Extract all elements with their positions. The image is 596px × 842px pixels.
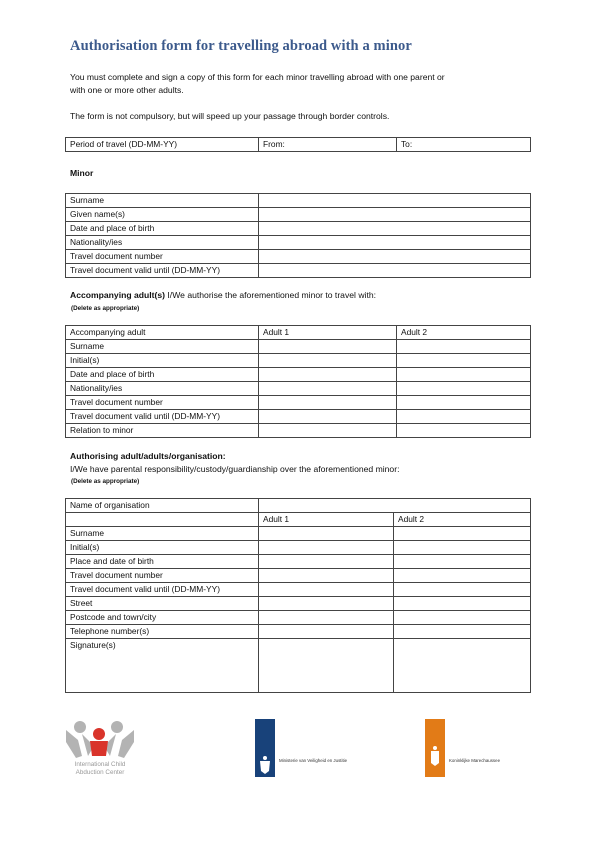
row-label: Relation to minor: [66, 424, 259, 438]
table-row: [66, 527, 531, 541]
table-row: [66, 625, 531, 639]
accompanying-note: (Delete as appropriate): [71, 305, 140, 312]
period-from[interactable]: From:: [259, 138, 397, 152]
row-label: Travel document valid until (DD-MM-YY): [66, 583, 259, 597]
column-header: Adult 2: [394, 513, 531, 527]
input-cell[interactable]: [259, 541, 394, 555]
row-label: Travel document number: [66, 250, 259, 264]
input-cell[interactable]: [259, 264, 531, 278]
table-row: [66, 583, 531, 597]
input-cell[interactable]: [259, 250, 531, 264]
table-row: [66, 396, 531, 410]
signature-cell[interactable]: [394, 639, 531, 693]
input-cell[interactable]: [259, 208, 531, 222]
authorising-table: [65, 498, 531, 693]
table-row: [66, 340, 531, 354]
row-label: Street: [66, 597, 259, 611]
row-label: Nationality/ies: [66, 236, 259, 250]
accompanying-heading: Accompanying adult(s) I/We authorise the aforementioned minor to travel with:: [70, 290, 377, 300]
input-cell[interactable]: [259, 354, 397, 368]
table-row: [66, 424, 531, 438]
row-label: Travel document number: [66, 396, 259, 410]
input-cell[interactable]: [394, 541, 531, 555]
blank-cell: [66, 513, 259, 527]
input-cell[interactable]: [397, 354, 531, 368]
row-label: Initial(s): [66, 354, 259, 368]
table-row: [66, 611, 531, 625]
input-cell[interactable]: [394, 555, 531, 569]
input-cell[interactable]: [394, 597, 531, 611]
crest-icon: [425, 719, 445, 777]
input-cell[interactable]: [397, 410, 531, 424]
row-label: Nationality/ies: [66, 382, 259, 396]
table-row: [66, 555, 531, 569]
row-label: Travel document valid until (DD-MM-YY): [66, 264, 259, 278]
input-cell[interactable]: [259, 555, 394, 569]
table-row: [66, 250, 531, 264]
column-header: Adult 1: [259, 326, 397, 340]
row-label: Date and place of birth: [66, 222, 259, 236]
input-cell[interactable]: [259, 194, 531, 208]
column-header: Accompanying adult: [66, 326, 259, 340]
row-label: Travel document valid until (DD-MM-YY): [66, 410, 259, 424]
child-abduction-center-text: International Child Abduction Center: [74, 761, 126, 776]
input-cell[interactable]: [397, 396, 531, 410]
input-cell[interactable]: [394, 625, 531, 639]
input-cell[interactable]: [259, 424, 397, 438]
input-cell[interactable]: [394, 611, 531, 625]
input-cell[interactable]: [259, 611, 394, 625]
input-cell[interactable]: [259, 382, 397, 396]
input-cell[interactable]: [259, 340, 397, 354]
intro-line-2: with one or more other adults.: [70, 85, 184, 95]
row-label: Surname: [66, 340, 259, 354]
row-label: Given name(s): [66, 208, 259, 222]
row-label: Initial(s): [66, 541, 259, 555]
period-label: Period of travel (DD-MM-YY): [66, 138, 259, 152]
row-label: Travel document number: [66, 569, 259, 583]
input-cell[interactable]: [259, 527, 394, 541]
authorising-note: (Delete as appropriate): [71, 478, 140, 485]
org-label: Name of organisation: [66, 499, 259, 513]
row-label: Date and place of birth: [66, 368, 259, 382]
table-row: [66, 354, 531, 368]
table-header-row: [66, 513, 531, 527]
ministry-logo-text: Ministerie van Veiligheid en Justitie: [279, 758, 348, 763]
table-row: [66, 264, 531, 278]
input-cell[interactable]: [394, 527, 531, 541]
table-row: [66, 541, 531, 555]
org-input-cell[interactable]: [259, 499, 531, 513]
column-header: Adult 2: [397, 326, 531, 340]
input-cell[interactable]: [394, 569, 531, 583]
table-header-row: [66, 326, 531, 340]
form-title: Authorisation form for travelling abroad with a minor: [70, 38, 412, 54]
minor-table: [65, 193, 531, 278]
crest-icon: [255, 719, 275, 777]
input-cell[interactable]: [259, 236, 531, 250]
accompanying-table: [65, 325, 531, 438]
intro-line-1: You must complete and sign a copy of this form for each minor travelling abroad with one parent or: [70, 72, 445, 82]
table-row: [66, 410, 531, 424]
table-row: [66, 597, 531, 611]
authorising-subheading: I/We have parental responsibility/custody/guardianship over the aforementioned minor:: [70, 464, 400, 474]
table-row: [66, 208, 531, 222]
authorising-heading: Authorising adult/adults/organisation:: [70, 451, 226, 461]
input-cell[interactable]: [397, 424, 531, 438]
row-label: Postcode and town/city: [66, 611, 259, 625]
table-row: [66, 382, 531, 396]
table-row: [66, 222, 531, 236]
input-cell[interactable]: [259, 410, 397, 424]
input-cell[interactable]: [259, 368, 397, 382]
row-label: Place and date of birth: [66, 555, 259, 569]
input-cell[interactable]: [397, 340, 531, 354]
table-row: [66, 368, 531, 382]
column-header: Adult 1: [259, 513, 394, 527]
input-cell[interactable]: [397, 368, 531, 382]
table-row: [66, 499, 531, 513]
table-row: [66, 569, 531, 583]
input-cell[interactable]: [394, 583, 531, 597]
ministry-logo-bar: [255, 719, 275, 777]
signature-label: Signature(s): [66, 639, 259, 693]
marechaussee-logo-bar: [425, 719, 445, 777]
row-label: Surname: [66, 527, 259, 541]
signature-cell[interactable]: [259, 639, 394, 693]
table-row: [66, 236, 531, 250]
input-cell[interactable]: [259, 597, 394, 611]
minor-heading: Minor: [70, 168, 94, 178]
input-cell[interactable]: [259, 396, 397, 410]
input-cell[interactable]: [259, 625, 394, 639]
period-table: [65, 137, 531, 152]
marechaussee-logo-text: Koninklijke Marechaussee: [449, 758, 501, 763]
row-label: Telephone number(s): [66, 625, 259, 639]
row-label: Surname: [66, 194, 259, 208]
signature-row: [66, 639, 531, 693]
input-cell[interactable]: [259, 222, 531, 236]
intro-line-3: The form is not compulsory, but will speed up your passage through border controls.: [70, 111, 390, 121]
input-cell[interactable]: [259, 569, 394, 583]
period-to[interactable]: To:: [397, 138, 531, 152]
input-cell[interactable]: [259, 583, 394, 597]
input-cell[interactable]: [397, 382, 531, 396]
table-row: [66, 194, 531, 208]
